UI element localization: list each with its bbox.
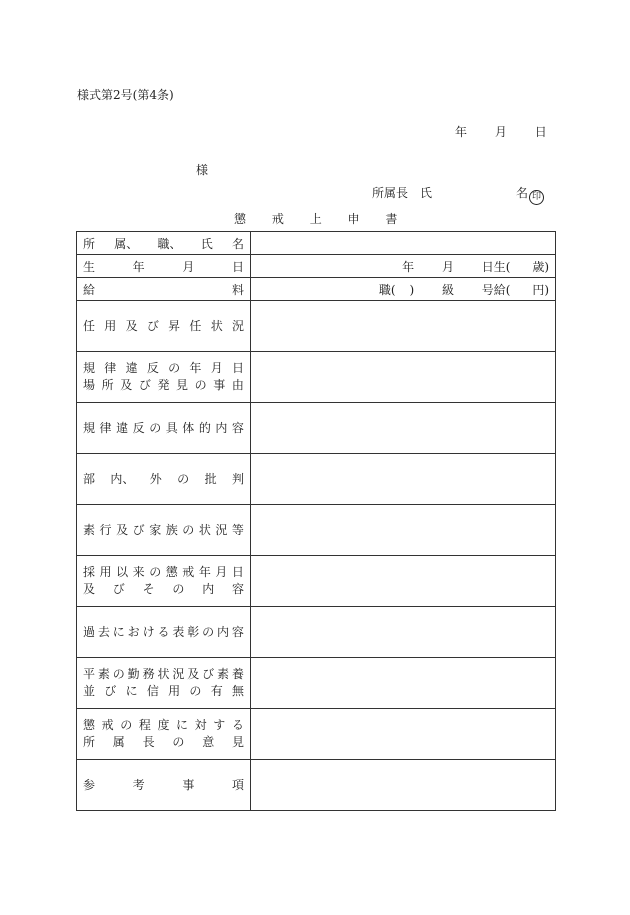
birth-month-unit: 月 — [441, 259, 454, 274]
label-char: 務 — [142, 667, 155, 681]
salary-yen-unit: 円) — [532, 282, 549, 297]
label-char: 及 — [187, 667, 200, 681]
label-char: 採 — [83, 565, 96, 579]
criticism-field[interactable] — [251, 454, 556, 505]
label-char: 容 — [231, 624, 244, 639]
past-awards-field[interactable] — [251, 607, 556, 658]
label-char: 用 — [104, 318, 117, 333]
label-char: 体 — [182, 420, 195, 435]
row-label-violation-date — [77, 352, 251, 403]
birth-year-unit: 年 — [402, 259, 415, 274]
date-month-label: 月 — [494, 125, 507, 139]
label-char: 内 — [217, 624, 230, 639]
table-row — [77, 556, 556, 607]
label-char: 月 — [215, 565, 228, 579]
label-char: 日 — [231, 361, 244, 375]
label-char: 日 — [231, 259, 244, 274]
label-char: 表 — [172, 624, 185, 639]
date-day-label: 日 — [534, 125, 547, 139]
label-char: 任 — [83, 318, 96, 333]
date-year-label: 年 — [455, 125, 468, 139]
table-row — [77, 352, 556, 403]
label-char: 及 — [125, 318, 138, 333]
table-row — [77, 301, 556, 352]
label-char: 及 — [83, 582, 96, 596]
label-char: 内、 — [110, 471, 135, 486]
label-char: 日 — [231, 565, 244, 579]
label-char: 況 — [215, 522, 228, 537]
title-char: 懲 — [234, 212, 247, 226]
label-char: 考 — [132, 777, 145, 792]
label-char: 戒 — [101, 718, 114, 732]
label-char: の — [168, 361, 181, 375]
label-char: 年 — [132, 259, 145, 274]
table-row — [77, 658, 556, 709]
birth-day-unit: 日生( — [481, 259, 511, 274]
label-char: 過 — [83, 624, 96, 639]
label-char: 戒 — [182, 565, 195, 579]
label-char: び — [132, 522, 145, 537]
label-char: 属 — [112, 735, 125, 749]
label-char: 用 — [168, 684, 181, 698]
label-char: 見 — [176, 378, 189, 392]
label-char: 項 — [231, 777, 244, 792]
salary-step-unit: 号給( — [481, 282, 511, 297]
label-char: 反 — [132, 420, 145, 435]
table-row — [77, 255, 556, 278]
label-char: 由 — [231, 378, 244, 392]
label-char: 違 — [116, 420, 129, 435]
label-char: 並 — [83, 684, 96, 698]
label-char: 家 — [149, 522, 162, 537]
remarks-field[interactable] — [251, 760, 556, 811]
label-char: 長 — [142, 735, 155, 749]
row-label-remarks — [77, 760, 251, 811]
label-char: 有 — [210, 684, 223, 698]
label-char: 料 — [231, 282, 244, 297]
row-label-affiliation — [77, 232, 251, 255]
label-char: 意 — [202, 735, 215, 749]
label-char: 見 — [231, 735, 244, 749]
label-char: の — [149, 565, 162, 579]
label-char: の — [202, 624, 215, 639]
salary-class-unit: 級 — [441, 282, 454, 297]
label-char: 属、 — [114, 236, 139, 251]
label-char: の — [112, 667, 125, 681]
salary-field[interactable] — [251, 278, 556, 301]
label-char: に — [176, 718, 189, 732]
supervisor-opinion-field[interactable] — [251, 709, 556, 760]
label-char: る — [231, 718, 244, 732]
label-char: 所 — [83, 735, 96, 749]
row-label-conduct-family — [77, 505, 251, 556]
label-char: 信 — [146, 684, 159, 698]
label-char: 及 — [120, 378, 133, 392]
table-row — [77, 232, 556, 255]
label-char: び — [104, 684, 117, 698]
row-label-appointment — [77, 301, 251, 352]
label-char: の — [172, 735, 185, 749]
label-char: 氏 — [200, 236, 213, 251]
label-char: そ — [142, 582, 155, 596]
label-char: 平 — [83, 667, 96, 681]
addressee-honorific: 様 — [196, 163, 209, 177]
label-char: 状 — [198, 522, 211, 537]
label-char: 月 — [210, 361, 223, 375]
label-char: 用 — [99, 565, 112, 579]
label-char: び — [138, 378, 151, 392]
disciplinary-report-table — [76, 231, 556, 811]
label-char: す — [213, 718, 226, 732]
label-char: 違 — [125, 361, 138, 375]
label-char: 懲 — [165, 565, 178, 579]
label-char: 的 — [198, 420, 211, 435]
label-char: 懲 — [83, 718, 96, 732]
label-char: 給 — [83, 282, 96, 297]
label-char: 容 — [231, 420, 244, 435]
label-char: に — [112, 624, 125, 639]
label-char: 所 — [101, 378, 114, 392]
label-char: 参 — [83, 777, 96, 792]
label-char: 状 — [157, 667, 170, 681]
row-label-past-awards — [77, 607, 251, 658]
label-char: 状 — [210, 318, 223, 333]
label-char: の — [172, 582, 185, 596]
row-label-birthdate — [77, 255, 251, 278]
label-char: 月 — [182, 259, 195, 274]
conduct-family-field[interactable] — [251, 505, 556, 556]
label-char: 無 — [231, 684, 244, 698]
label-char: 及 — [116, 522, 129, 537]
label-char: 年 — [198, 565, 211, 579]
label-char: び — [112, 582, 125, 596]
work-attitude-field[interactable] — [251, 658, 556, 709]
label-char: 反 — [146, 361, 159, 375]
salary-grade-open: 職( — [378, 282, 396, 297]
table-row — [77, 760, 556, 811]
violation-details-field[interactable] — [251, 403, 556, 454]
label-char: 律 — [104, 361, 117, 375]
appointment-field[interactable] — [251, 301, 556, 352]
label-char: 行 — [99, 522, 112, 537]
label-char: 内 — [215, 420, 228, 435]
label-char: に — [125, 684, 138, 698]
label-char: の — [177, 471, 190, 486]
sender-seal — [516, 184, 544, 205]
table-row — [77, 505, 556, 556]
title-char: 上 — [309, 212, 322, 226]
label-char: 素 — [97, 667, 110, 681]
label-char: 事 — [182, 777, 195, 792]
label-char: 対 — [194, 718, 207, 732]
sender-label: 所属長 氏 — [372, 186, 433, 200]
row-label-supervisor-opinion — [77, 709, 251, 760]
past-discipline-field[interactable] — [251, 556, 556, 607]
row-label-violation-details — [77, 403, 251, 454]
label-char: 律 — [99, 420, 112, 435]
label-char: 規 — [83, 420, 96, 435]
date-line — [455, 123, 547, 140]
table-row — [77, 607, 556, 658]
label-char: 年 — [189, 361, 202, 375]
age-unit: 歳) — [532, 259, 549, 274]
label-char: 判 — [231, 471, 244, 486]
row-label-criticism — [77, 454, 251, 505]
label-char: の — [182, 522, 195, 537]
birthdate-field[interactable] — [251, 255, 556, 278]
salary-grade-close: ) — [409, 282, 415, 297]
label-char: 内 — [202, 582, 215, 596]
table-row — [77, 709, 556, 760]
label-char: 程 — [138, 718, 151, 732]
table-row — [77, 454, 556, 505]
label-char: 来 — [132, 565, 145, 579]
row-label-salary — [77, 278, 251, 301]
title-char: 書 — [385, 212, 398, 226]
label-char: 外 — [149, 471, 162, 486]
label-char: お — [127, 624, 140, 639]
label-char: 昇 — [168, 318, 181, 333]
label-char: 度 — [157, 718, 170, 732]
label-char: 況 — [172, 667, 185, 681]
label-char: 素 — [83, 522, 96, 537]
label-char: 素 — [217, 667, 230, 681]
label-char: 況 — [231, 318, 244, 333]
label-char: 職、 — [157, 236, 182, 251]
label-char: 批 — [204, 471, 217, 486]
label-char: の — [189, 684, 202, 698]
label-char: 彰 — [187, 624, 200, 639]
label-char: る — [157, 624, 170, 639]
seal-mark-icon: 印 — [529, 190, 544, 205]
title-char: 申 — [347, 212, 360, 226]
label-char: 等 — [231, 522, 244, 537]
title-char: 戒 — [271, 212, 284, 226]
label-char: 具 — [165, 420, 178, 435]
label-char: 生 — [83, 259, 96, 274]
label-char: 部 — [83, 471, 96, 486]
affiliation-field[interactable] — [251, 232, 556, 255]
label-char: け — [142, 624, 155, 639]
row-label-work-attitude — [77, 658, 251, 709]
label-char: 容 — [231, 582, 244, 596]
label-char: 去 — [97, 624, 110, 639]
document-title — [234, 210, 397, 227]
label-char: び — [146, 318, 159, 333]
label-char: 以 — [116, 565, 129, 579]
label-char: の — [149, 420, 162, 435]
label-char: 養 — [231, 667, 244, 681]
label-char: 族 — [165, 522, 178, 537]
sender-name-suffix: 名 — [516, 186, 529, 200]
label-char: 所 — [83, 236, 96, 251]
label-char: 場 — [83, 378, 96, 392]
form-number-label: 様式第2号(第4条) — [77, 88, 174, 102]
label-char: の — [120, 718, 133, 732]
label-char: 任 — [189, 318, 202, 333]
label-char: び — [202, 667, 215, 681]
label-char: 名 — [231, 236, 244, 251]
violation-date-field[interactable] — [251, 352, 556, 403]
label-char: 勤 — [127, 667, 140, 681]
table-row — [77, 403, 556, 454]
label-char: 発 — [157, 378, 170, 392]
row-label-past-discipline — [77, 556, 251, 607]
table-row — [77, 278, 556, 301]
label-char: の — [194, 378, 207, 392]
label-char: 規 — [83, 361, 96, 375]
label-char: 事 — [213, 378, 226, 392]
